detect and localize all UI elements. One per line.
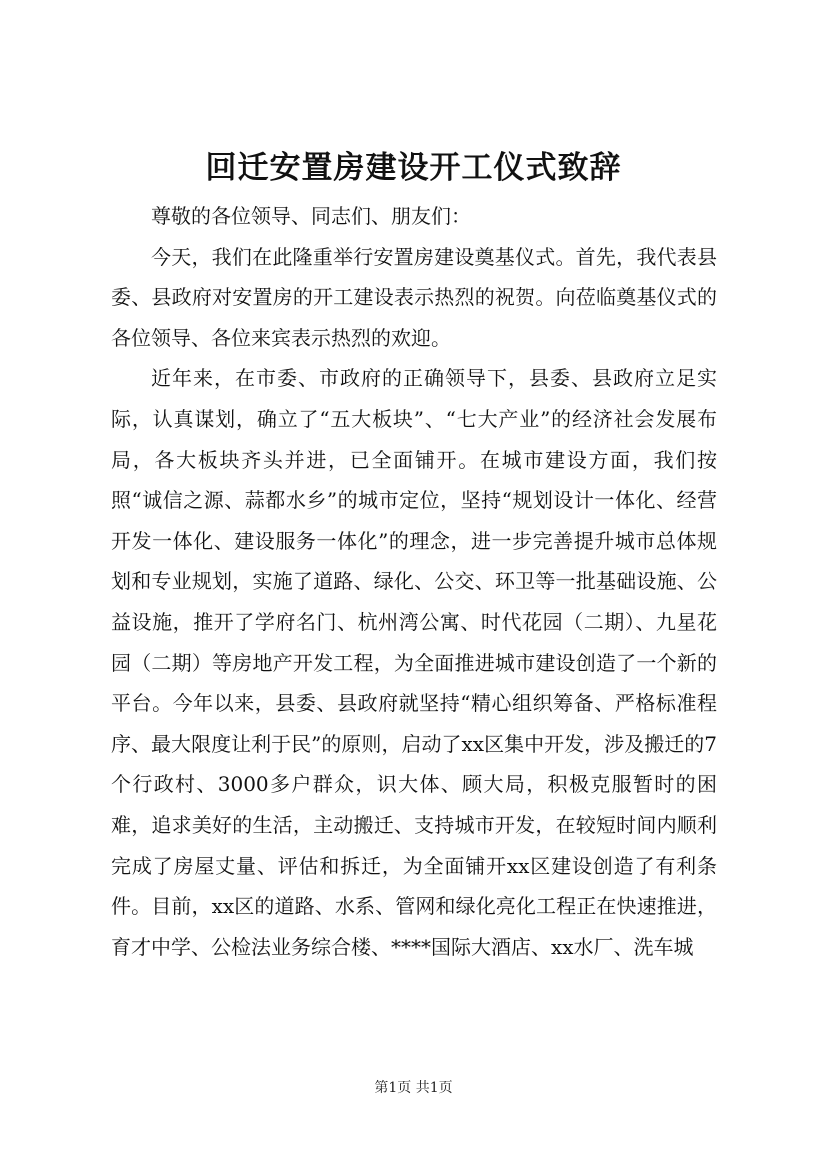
document-body <box>111 196 717 967</box>
opening-paragraph: 今天，我们在此隆重举行安置房建设奠基仪式。首先，我代表县委、县政府对安置房的开工建设表示热烈的祝贺。向莅临奠基仪式的各位领导、各位来宾表示热烈的欢迎。 <box>111 244 717 350</box>
page-footer: 第1页 共1页 <box>374 1080 453 1096</box>
salutation-paragraph: 尊敬的各位领导、同志们、朋友们： <box>151 204 471 228</box>
document-title: 回迁安置房建设开工仪式致辞 <box>205 150 622 186</box>
development-paragraph: 近年来，在市委、市政府的正确领导下，县委、县政府立足实际，认真谋划，确立了“五大板块”、“七大产业”的经济社会发展布局，各大板块齐头并进，已全面铺开。在城市建设方面，我们按照“诚信之源、蒜都水乡”的城市定位，坚持“规划设计一体化、经营开发一体化、建设服务一体化”的理念，进一步完善提升城市总体规划和专业规划，实施了道路、绿化、公交、环卫等一批基础设施、公益设施，推开了学府名门、杭州湾公寓、时代花园（二期）、九星花园（二期）等房地产开发工程，为全面推进城市建设创造了一个新的平台。今年以来，县委、县政府就坚持“精心组织筹备、严格标准程序、最大限度让利于民”的原则，启动了xx区集中开发，涉及搬迁的7个行政村、3000多户群众，识大体、顾大局，积极克服暂时的困难，追求美好的生活，主动搬迁、支持城市开发，在较短时间内顺利完成了房屋丈量、评估和拆迁，为全面铺开xx区建设创造了有利条件。目前，xx区的道路、水系、管网和绿化亮化工程正在快速推进，育才中学、公检法业务综合楼、****国际大酒店、xx水厂、洗车城 <box>111 366 717 959</box>
